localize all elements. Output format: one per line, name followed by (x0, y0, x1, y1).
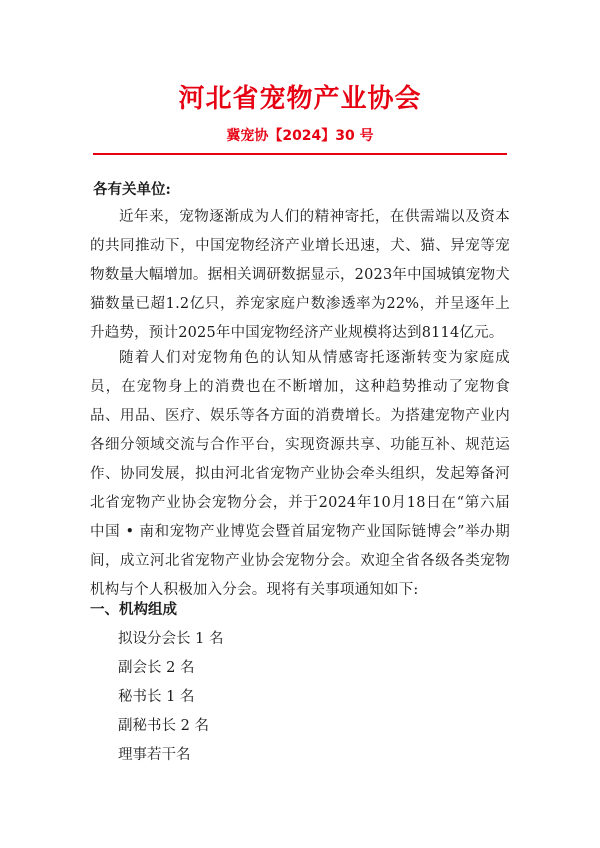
list-item: 秘书长 1 名 (118, 689, 195, 705)
list-item: 理事若干名 (118, 747, 191, 763)
organization-list (118, 625, 223, 770)
paragraph-intro: 近年来，宠物逐渐成为人们的精神寄托，在供需端以及资本的共同推动下，中国宠物经济产业增长迅速，犬、猫、异宠等宠物数量大幅增加。据相关调研数据显示，2023年中国城镇宠物犬猫数量已超1.2亿只，养宠家庭户数渗透率为22%，并呈逐年上升趋势，预计2025年中国宠物经济产业规模将达到8114亿元。 (90, 209, 510, 341)
list-item: 副秘书长 2 名 (118, 718, 209, 734)
org-title: 河北省宠物产业协会 (178, 84, 422, 114)
list-item: 副会长 2 名 (118, 660, 195, 676)
paragraph-purpose: 随着人们对宠物角色的认知从情感寄托逐渐转变为家庭成员，在宠物身上的消费也在不断增加，这种趋势推动了宠物食品、用品、医疗、娱乐等各方面的消费增长。为搭建宠物产业内各细分领域交流与合作平台，实现资源共享、功能互补、规范运作、协同发展，拟由河北省宠物产业协会牵头组织，发起筹备河北省宠物产业协会宠物分会，并于2024年10月18日在“第六届中国 • 南和宠物产业博览会暨首届宠物产业国际链博会”举办期间，成立河北省宠物产业协会宠物分会。欢迎全省各级各类宠物机构与个人积极加入分会。现将有关事项通知如下: (90, 350, 510, 598)
salutation: 各有关单位: (93, 181, 171, 198)
red-divider-line (93, 153, 507, 155)
list-item: 拟设分会长 1 名 (118, 631, 224, 647)
document-number: 冀宠协【2024】30 号 (226, 128, 374, 144)
section-heading-organization: 一、机构组成 (90, 601, 177, 618)
